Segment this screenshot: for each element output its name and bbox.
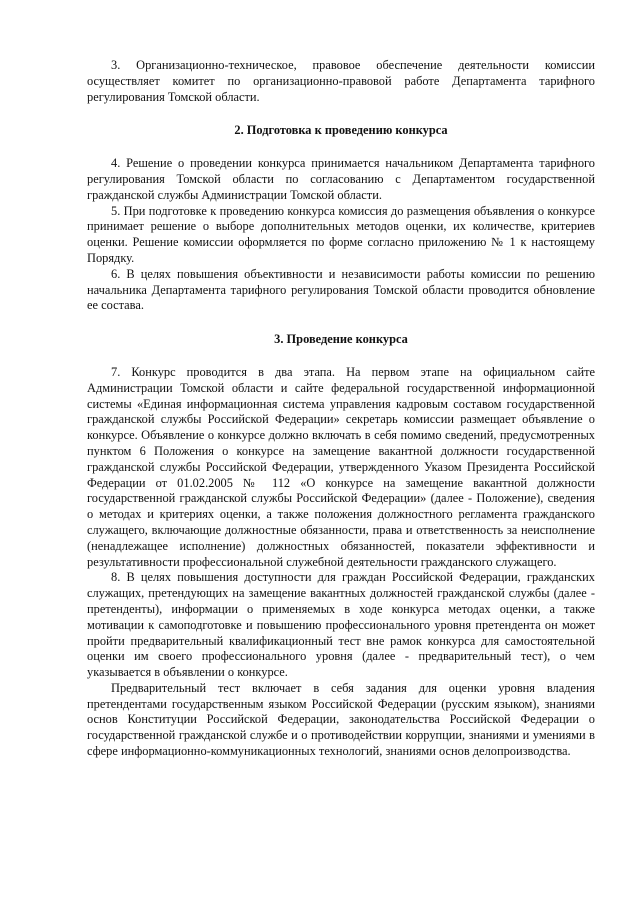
paragraph-5: 5. При подготовке к проведению конкурса комиссия до размещения объявления о конкурсе принимает решение о выборе дополнительных методов оценки, их количестве, критериев оценки. Решение комиссии оформляется по форме согласно приложению № 1 к настоящему Порядку.	[87, 203, 595, 265]
paragraph-4: 4. Решение о проведении конкурса принимается начальником Департамента тарифного регулирования Томской области по согласованию с Департаментом государственной гражданской службы Администрации Томской области.	[87, 156, 595, 202]
paragraph-3: 3. Организационно-техническое, правовое обеспечение деятельности комиссии осуществляет комитет по организационно-правовой работе Департамента тарифного регулирования Томской области.	[87, 58, 595, 104]
section-heading-3: 3. Проведение конкурса	[274, 332, 408, 347]
paragraph-9: Предварительный тест включает в себя задания для оценки уровня владения претендентами государственным языком Российской Федерации (русским языком), знаниями основ Конституции Российской Федерации, законодательства Российской Федерации о государственной гражданской службе и о противодействии коррупции, знаниями и умениями в сфере информационно-коммуникационных технологий, знаниями основ делопроизводства.	[87, 680, 595, 759]
paragraph-6: 6. В целях повышения объективности и независимости работы комиссии по решению начальника Департамента тарифного регулирования Томской области проводится обновление ее состава.	[87, 266, 595, 313]
paragraph-8: 8. В целях повышения доступности для граждан Российской Федерации, гражданских служащих, претендующих на замещение вакантных должностей гражданской службы (далее - претенденты), информации о применяемых в ходе конкурса методах оценки, а также мотивации к самоподготовке и повышению профессионального уровня претендента он может пройти предварительный квалификационный тест вне рамок конкурса для самостоятельной оценки им своего профессионального уровня (далее - предварительный тест), о чем указывается в объявлении о конкурсе.	[87, 570, 595, 680]
document-page	[87, 58, 595, 760]
section-heading-2: 2. Подготовка к проведению конкурса	[234, 123, 448, 138]
paragraph-7: 7. Конкурс проводится в два этапа. На первом этапе на официальном сайте Администрации Томской области и сайте федеральной государственной информационной системы «Единая информационная система управления кадровым составом государственной гражданской службы Российской Федерации» секретарь комиссии размещает объявление о конкурсе. Объявление о конкурсе должно включать в себя помимо сведений, предусмотренных пунктом 6 Положения о конкурсе на замещение вакантной должности государственной гражданской службы Российской Федерации, утвержденного Указом Президента Российской Федерации от 01.02.2005 № 112 «О конкурсе на замещение вакантной должности государственной гражданской службы Российской Федерации» (далее - Положение), сведения о методах и критериях оценки, а также положения должностного регламента гражданского служащего, включающие должностные обязанности, права и ответственность за неисполнение (ненадлежащее исполнение) должностных обязанностей, показатели эффективности и результативности профессиональной служебной деятельности гражданского служащего.	[87, 364, 595, 569]
